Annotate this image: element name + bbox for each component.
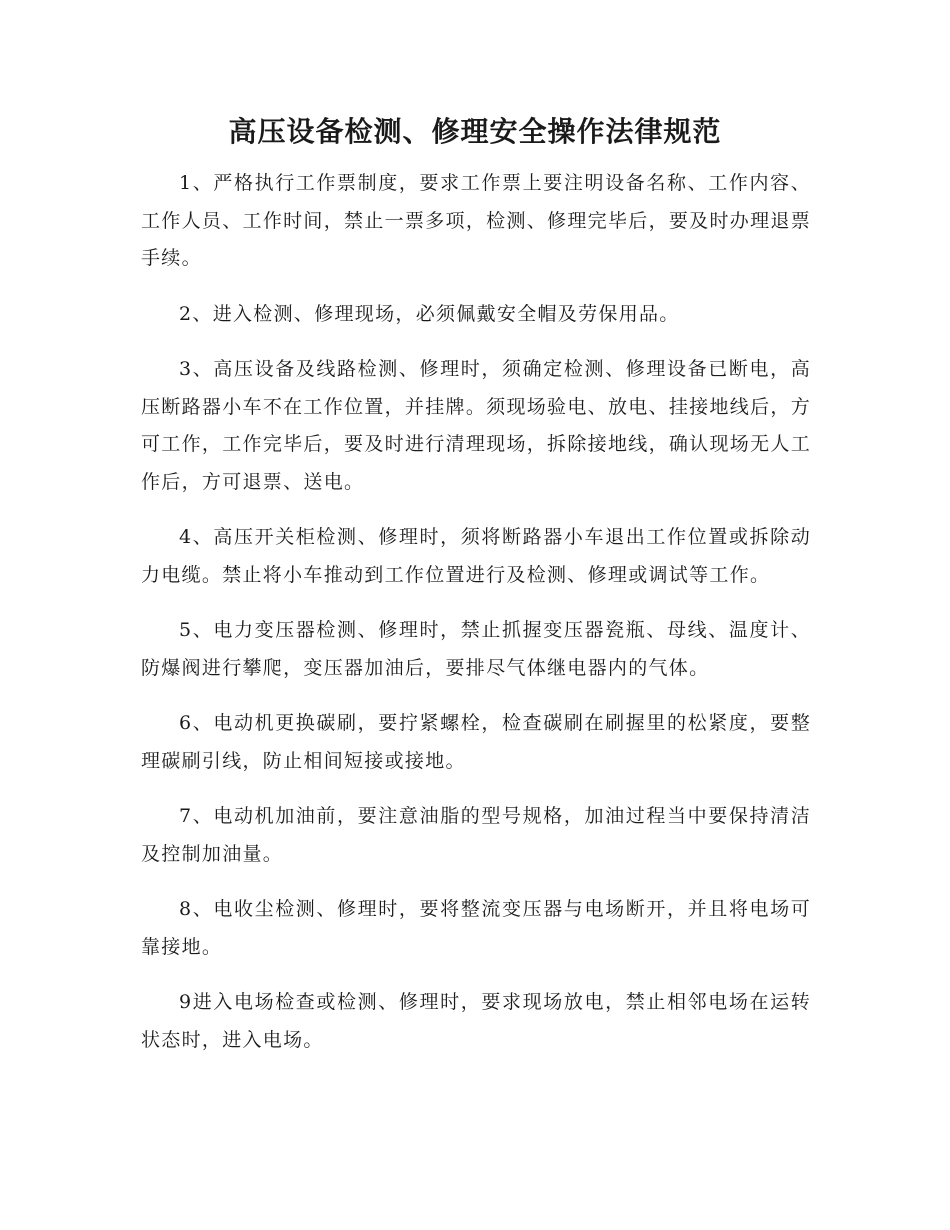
paragraph-7: 7、电动机加油前，要注意油脂的型号规格，加油过程当中要保持清洁及控制加油量。 — [141, 805, 811, 865]
paragraph-6: 6、电动机更换碳刷，要拧紧螺栓，检查碳刷在刷握里的松紧度，要整理碳刷引线，防止相间短接或接地。 — [141, 712, 811, 772]
paragraph-8: 8、电收尘检测、修理时，要将整流变压器与电场断开，并且将电场可靠接地。 — [141, 898, 811, 958]
document-body — [141, 165, 811, 1077]
paragraph-1: 1、严格执行工作票制度，要求工作票上要注明设备名称、工作内容、工作人员、工作时间，禁止一票多项，检测、修理完毕后，要及时办理退票手续。 — [141, 172, 811, 269]
paragraph-3: 3、高压设备及线路检测、修理时，须确定检测、修理设备已断电，高压断路器小车不在工作位置，并挂牌。须现场验电、放电、挂接地线后，方可工作，工作完毕后，要及时进行清理现场，拆除接地线，确认现场无人工作后，方可退票、送电。 — [141, 358, 811, 493]
paragraph-5: 5、电力变压器检测、修理时，禁止抓握变压器瓷瓶、母线、温度计、防爆阀进行攀爬，变压器加油后，要排尽气体继电器内的气体。 — [141, 619, 811, 679]
paragraph-2: 2、进入检测、修理现场，必须佩戴安全帽及劳保用品。 — [179, 302, 680, 325]
paragraph-4: 4、高压开关柜检测、修理时，须将断路器小车退出工作位置或拆除动力电缆。禁止将小车推动到工作位置进行及检测、修理或调试等工作。 — [141, 526, 811, 586]
document-title: 高压设备检测、修理安全操作法律规范 — [228, 115, 722, 148]
paragraph-9: 9进入电场检查或检测、修理时，要求现场放电，禁止相邻电场在运转状态时，进入电场。 — [141, 991, 811, 1051]
